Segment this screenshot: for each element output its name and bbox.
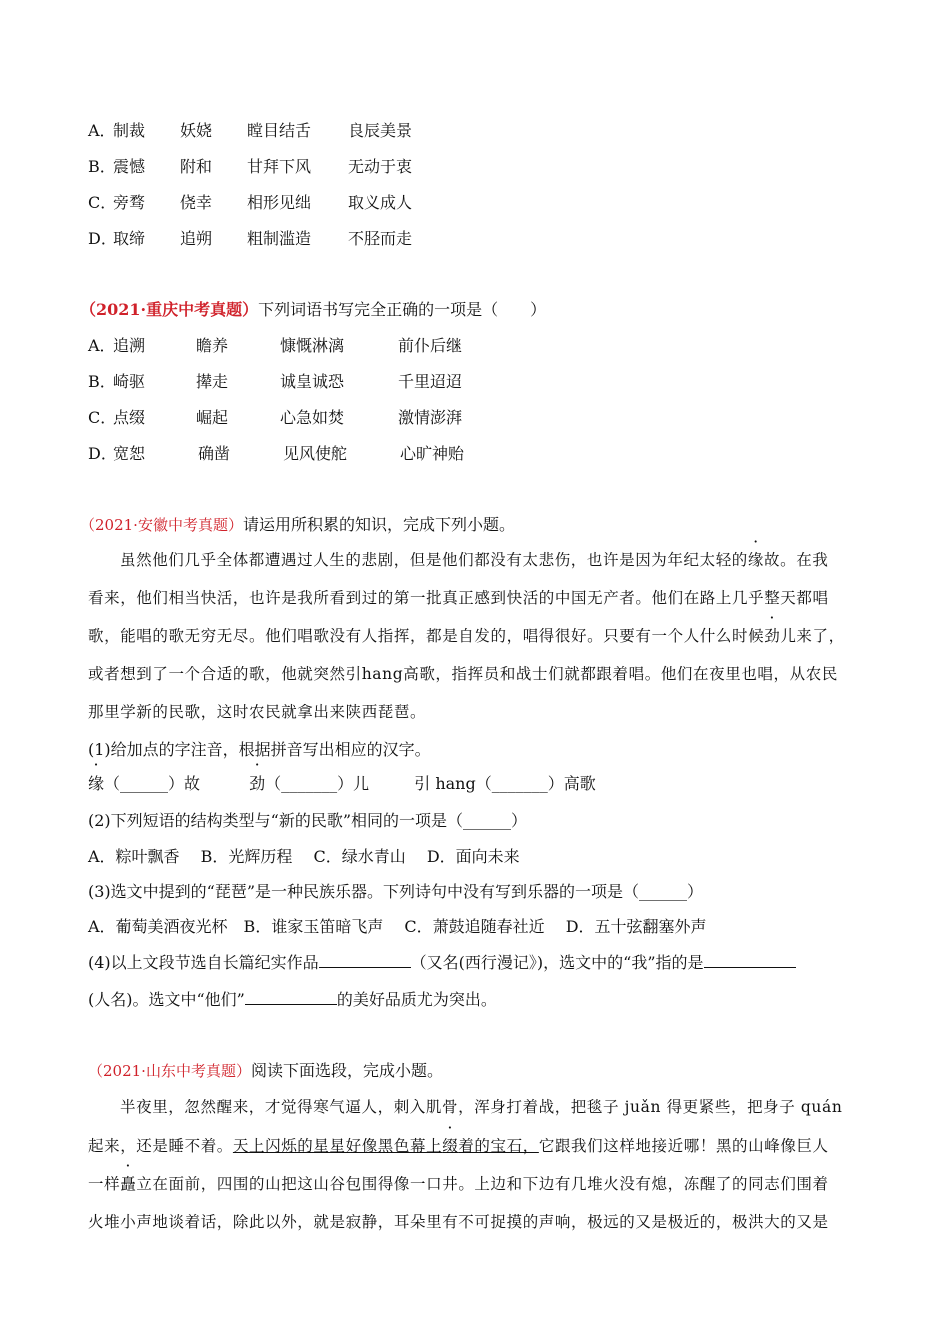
q3-header — [80, 512, 515, 535]
sub4-text: （又名(西行漫记》)，选文中的“我”指的是 — [410, 953, 704, 972]
option-label: A． — [88, 121, 116, 140]
word: 宽恕 — [113, 444, 146, 463]
q4-passage-line-4: 火堆小声地谈着话，除此以外，就是寂静，耳朵里有不可捉摸的声响，极远的又是极近的，极洪大的又是 — [88, 1213, 829, 1231]
q1-option-a — [88, 118, 413, 141]
word: 无动于衷 — [348, 157, 413, 176]
word: 崛起 — [196, 408, 229, 427]
passage-text: 虽然他们几乎全体都遭遇过人生的悲剧，但是他们都没有太悲伤，也许是因为年纪太轻的 — [120, 551, 748, 569]
word: 见风使舵 — [283, 444, 348, 463]
dotted-char: 矗 — [120, 1175, 137, 1193]
word: 心旷神贻 — [400, 444, 465, 463]
word: 良辰美景 — [348, 121, 413, 140]
sub4-text: (4)以上文段节选自长篇纪实作品 — [88, 953, 319, 972]
word: 侥幸 — [180, 193, 213, 212]
passage-text: 故。在我 — [764, 551, 829, 569]
answer-blank[interactable] — [319, 953, 411, 968]
q4-source: （2021·山东中考真题） — [88, 1062, 251, 1080]
q2-option-d — [88, 441, 465, 464]
q1-option-b — [88, 154, 413, 177]
underlined-sentence: 天上闪烁的星星好像黑色幕上 — [232, 1137, 443, 1155]
dotted-char: 缀 — [442, 1137, 459, 1155]
q3-source: （2021·安徽中考真题） — [80, 516, 243, 534]
word: 制裁 — [113, 121, 146, 140]
q3-sub1-items — [88, 771, 596, 794]
word: 追朔 — [180, 229, 213, 248]
word: 相形见绌 — [247, 193, 312, 212]
q2-option-a — [88, 333, 463, 356]
passage-text: 儿来了， — [780, 627, 845, 645]
q3-passage-line-2: 看来，他们相当快活，也许是我所看到过的第一批真正感到快活的中国无产者。他们在路上几乎整天都唱 — [88, 589, 829, 607]
word: 确凿 — [198, 444, 231, 463]
word: 甘拜下风 — [247, 157, 312, 176]
q1-option-d — [88, 226, 413, 249]
sub4-text: (人名)。选文中“他们” — [88, 990, 245, 1009]
word: 妖娆 — [180, 121, 213, 140]
dotted-char: 缘 — [747, 551, 765, 569]
passage-text: 立在面前，四围的山把这山谷包围得像一口井。上边和下边有几堆火没有熄，冻醒了的同志们围着 — [136, 1175, 829, 1193]
passage-text: 歌，能唱的歌无穷无尽。他们唱歌没有人指挥，都是自发的，唱得很好。只要有一个人什么时候 — [88, 627, 765, 645]
q3-sub2-options: A．粽叶飘香 B．光辉历程 C．绿水青山 D．面向未来 — [88, 847, 520, 866]
q1-option-c — [88, 190, 413, 213]
q3-sub3-options: A．葡萄美酒夜光杯 B．谁家玉笛暗飞声 C．萧鼓追随春社近 D．五十弦翻塞外声 — [88, 917, 707, 936]
q4-header — [88, 1058, 443, 1081]
word: 旁骛 — [113, 193, 146, 212]
q2-source: （2021·重庆中考真题） — [80, 300, 259, 319]
dotted-char: 劲 — [764, 627, 781, 645]
answer-blank[interactable]: （_______）儿 — [265, 774, 370, 793]
q3-passage-line-1 — [120, 548, 828, 570]
q4-stem: 阅读下面选段，完成小题。 — [250, 1061, 443, 1080]
option-label: D． — [88, 444, 117, 463]
word: 激情澎湃 — [398, 408, 463, 427]
word: 前仆后继 — [398, 336, 463, 355]
q2-stem: 下列词语书写完全正确的一项是（ ） — [258, 300, 547, 319]
option-label: C． — [88, 193, 117, 212]
word: 千里迢迢 — [398, 372, 463, 391]
dotted-char: 缘 — [88, 774, 105, 793]
q3-passage-line-3 — [88, 624, 845, 646]
q3-passage-line-5: 那里学新的民歌，这时农民就拿出来陕西琵琶。 — [88, 703, 427, 721]
word: 追溯 — [113, 336, 146, 355]
q3-sub2: (2)下列短语的结构类型与“新的民歌”相同的一项是（______） — [88, 811, 528, 830]
word: 附和 — [180, 157, 213, 176]
option-label: D． — [88, 229, 117, 248]
option-label: B． — [88, 157, 116, 176]
answer-blank[interactable] — [704, 953, 796, 968]
word: 点缀 — [113, 408, 146, 427]
passage-text: 它跟我们这样地接近哪！黑的山峰像巨人 — [538, 1137, 829, 1155]
word: 粗制滥造 — [247, 229, 312, 248]
passage-text: 起来，还是睡不着。 — [88, 1137, 233, 1155]
q4-passage-line-1: 半夜里，忽然醒来，才觉得寒气逼人，刺入肌骨，浑身打着战，把毯子 juǎn 得更紧些，把身子 quán — [120, 1098, 843, 1116]
q3-sub3: (3)选文中提到的“琵琶”是一种民族乐器。下列诗句中没有写到乐器的一项是（______） — [88, 882, 704, 901]
answer-blank[interactable] — [245, 990, 337, 1005]
word: 诚皇诚恐 — [280, 372, 345, 391]
underlined-sentence: 着的宝石， — [458, 1137, 539, 1155]
dotted-char: 劲 — [249, 774, 266, 793]
q3-sub1: (1)给加点的字注音，根据拼音写出相应的汉字。 — [88, 740, 431, 759]
word: 震憾 — [113, 157, 146, 176]
q3-passage-line-4: 或者想到了一个合适的歌，他就突然引hang高歌，指挥员和战士们就都跟着唱。他们在夜里也唱，从农民 — [88, 665, 838, 683]
q2-option-c — [88, 405, 463, 428]
option-label: C． — [88, 408, 117, 427]
word: 心急如焚 — [280, 408, 345, 427]
word: 瞠目结舌 — [247, 121, 312, 140]
word: 撵走 — [196, 372, 229, 391]
q3-sub4-cont — [88, 987, 497, 1010]
q3-stem: 请运用所积累的知识，完成下列小题。 — [242, 515, 515, 534]
q2-header — [80, 297, 546, 320]
q2-option-b — [88, 369, 463, 392]
option-label: A． — [88, 336, 116, 355]
word: 慷慨淋漓 — [280, 336, 345, 355]
word: 崎驱 — [113, 372, 146, 391]
q4-passage-line-2 — [88, 1134, 829, 1156]
word: 取缔 — [113, 229, 146, 248]
option-label: B． — [88, 372, 116, 391]
word: 不胫而走 — [348, 229, 413, 248]
answer-blank[interactable]: 引 hang（_______）高歌 — [414, 774, 596, 793]
answer-blank[interactable]: （______）故 — [104, 774, 201, 793]
word: 瞻养 — [196, 336, 229, 355]
sub4-text: 的美好品质尤为突出。 — [336, 990, 497, 1009]
passage-text: 一样 — [88, 1175, 121, 1193]
q4-passage-line-3 — [88, 1172, 829, 1194]
q3-sub4 — [88, 950, 796, 973]
word: 取义成人 — [348, 193, 413, 212]
